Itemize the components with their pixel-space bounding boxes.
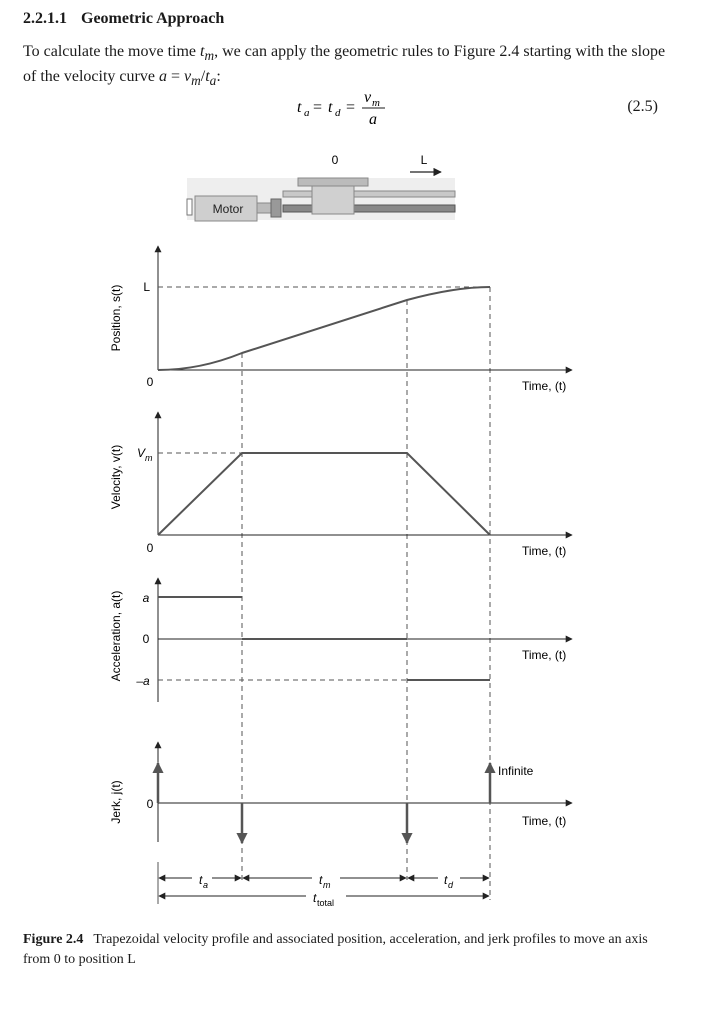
position-tick-L: L <box>143 280 150 294</box>
jerk-origin: 0 <box>146 797 154 811</box>
figure-2-4 <box>0 140 706 910</box>
velocity-origin: 0 <box>146 541 154 555</box>
acceleration-xlabel: Time, (t) <box>522 648 567 662</box>
interval-td-label: t <box>444 873 448 887</box>
eq-equals-2: = <box>346 99 356 116</box>
interval-tm-label: t <box>319 873 323 887</box>
guide-rail-top <box>283 191 455 197</box>
para-eq: = <box>166 68 184 86</box>
eq-equals-1: = <box>313 99 323 116</box>
interval-ta-label: t <box>199 873 203 887</box>
position-xlabel: Time, (t) <box>522 379 567 393</box>
eq-ta-sub: a <box>304 107 310 119</box>
carriage-nut <box>312 186 354 214</box>
eq-ta: t <box>297 99 302 116</box>
velocity-tick-vm-sub: m <box>145 453 153 463</box>
body-paragraph <box>23 41 673 91</box>
caption-text: Trapezoidal velocity profile and associated position, acceleration, and jerk profiles to move an axis from 0 to position L <box>23 932 648 967</box>
travel-start-label: 0 <box>331 153 339 167</box>
eq-td-sub: d <box>335 107 341 119</box>
interval-total-label: t <box>313 891 317 905</box>
section-title: Geometric Approach <box>81 10 225 27</box>
eq-denominator: a <box>369 111 377 128</box>
eq-td: t <box>328 99 333 116</box>
acceleration-tick-neg-a: –a <box>136 674 150 688</box>
eq-numerator: v <box>364 89 372 106</box>
interval-ta-sub: a <box>203 880 209 890</box>
lead-screw <box>283 205 455 212</box>
position-curve <box>158 287 490 370</box>
jerk-plot <box>109 742 572 843</box>
acceleration-tick-a: a <box>142 591 150 605</box>
para-vm-sub: m <box>191 73 201 89</box>
interval-dimensions <box>158 862 489 908</box>
section-number: 2.2.1.1 <box>23 10 67 27</box>
velocity-ylabel: Velocity, v(t) <box>109 444 123 510</box>
jerk-xlabel: Time, (t) <box>522 814 567 828</box>
velocity-tick-vm: V <box>137 446 146 460</box>
position-ylabel: Position, s(t) <box>109 284 123 352</box>
acceleration-ylabel: Acceleration, a(t) <box>109 590 123 682</box>
travel-end-label: L <box>420 153 428 167</box>
velocity-curve <box>158 453 490 535</box>
para-slash: / <box>200 68 206 86</box>
eq-numerator-sub: m <box>372 97 380 109</box>
position-plot <box>109 246 572 393</box>
equation-block <box>0 86 706 130</box>
equation-graphic <box>0 86 706 130</box>
caption-label: Figure 2.4 <box>23 932 84 947</box>
interval-total-sub: total <box>317 898 335 908</box>
para-vm: v <box>183 68 192 86</box>
time-guide-lines <box>242 287 490 900</box>
para-tm: t <box>200 43 205 60</box>
motor-label: Motor <box>212 202 244 216</box>
para-text: To calculate the move time <box>23 43 201 60</box>
acceleration-tick-0: 0 <box>142 632 150 646</box>
velocity-plot <box>109 412 572 558</box>
para-end: : <box>216 68 221 86</box>
interval-td-sub: d <box>448 880 454 890</box>
jerk-infinite-label: Infinite <box>498 764 534 778</box>
section-heading <box>23 10 224 28</box>
equation-number: (2.5) <box>627 98 658 115</box>
para-ta: t <box>205 68 210 86</box>
para-ta-sub: a <box>209 73 217 89</box>
carriage-top <box>298 178 368 186</box>
velocity-xlabel: Time, (t) <box>522 544 567 558</box>
motor-endcap <box>187 199 192 215</box>
acceleration-plot <box>109 578 572 702</box>
para-tm-sub: m <box>204 48 215 64</box>
interval-tm-sub: m <box>323 880 331 890</box>
coupling <box>257 203 271 213</box>
motor-stage-illustration <box>187 153 455 221</box>
para-a: a <box>158 68 167 86</box>
jerk-ylabel: Jerk, j(t) <box>109 780 123 824</box>
bearing-block <box>271 199 281 217</box>
para-text: , we can apply the geometric rules to Figure 2.4 starting with the slope of the velocity curve <box>23 43 666 86</box>
figure-caption <box>23 930 673 970</box>
position-origin: 0 <box>146 375 154 389</box>
